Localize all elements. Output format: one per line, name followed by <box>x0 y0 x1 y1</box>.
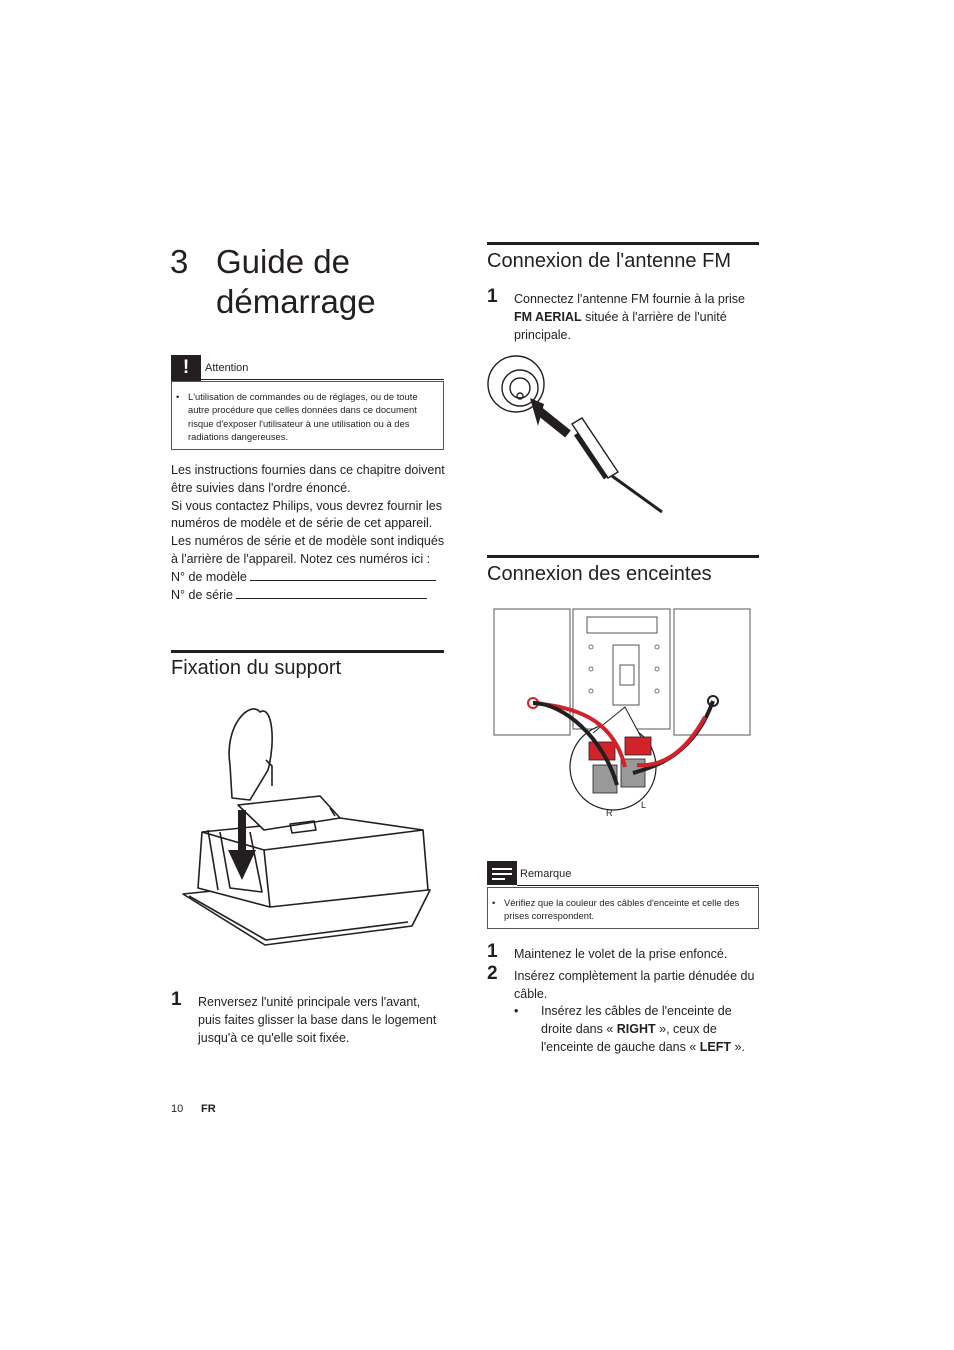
antenna-step-1-post: située à l'arrière de l'unité principale. <box>514 309 727 342</box>
intro-paragraph-1: Les instructions fournies dans ce chapitre doivent être suivies dans l'ordre énoncé. <box>171 463 445 495</box>
antenna-step-1-pre: Connectez l'antenne FM fournie à la prise <box>514 292 745 306</box>
fixation-step-1-text: Renversez l'unité principale vers l'avant, puis faites glisser la base dans le logement jusqu'à ce qu'elle soit fixée. <box>198 995 437 1045</box>
note-text: Vérifiez que la couleur des câbles d'enceinte et celle des prises correspondent. <box>504 897 740 921</box>
speakers-step-2-number: 2 <box>487 963 498 984</box>
caution-box: • L'utilisation de commandes ou de réglages, ou de toute autre procédure que celles données dans ce document risque d'exposer l'utilisateur à une utilisation ou à des radiations dangereuses. <box>171 381 444 450</box>
chapter-title: Guide de démarrage <box>216 243 376 320</box>
antenna-step-1 <box>514 291 764 344</box>
serial-number-label: N° de série <box>171 587 233 602</box>
speaker-connection-illustration <box>493 607 753 827</box>
caution-label: Attention <box>205 362 249 374</box>
intro-paragraph-2: Si vous contactez Philips, vous devrez fournir les numéros de modèle et de série de cet appareil. Les numéros de série et de modèle sont indiqués à l'arrière de l'appareil. Notez ces numéros ici : <box>171 498 445 566</box>
antenna-step-1-number: 1 <box>487 286 498 307</box>
model-number-line <box>250 569 436 581</box>
speakers-sub-bullet <box>541 1003 759 1056</box>
page-number: 10 <box>171 1103 184 1115</box>
serial-number-line <box>236 587 427 599</box>
caution-text: L'utilisation de commandes ou de réglages, ou de toute autre procédure que celles données dans ce document risque d'exposer l'utilisateur à une utilisation ou à des radiations dangereuses. <box>188 391 418 442</box>
stand-illustration <box>180 700 436 952</box>
speakers-step-1-number: 1 <box>487 941 498 962</box>
speakers-sub-post: ». <box>734 1039 745 1054</box>
note-rule <box>517 885 759 886</box>
left-keyword: LEFT <box>699 1039 732 1054</box>
speakers-sub-pre: Insérez les câbles de l'enceinte de droite dans « <box>541 1004 732 1036</box>
fixation-step-1-number: 1 <box>171 989 182 1010</box>
note-label: Remarque <box>520 868 572 880</box>
speakers-rule <box>487 555 759 558</box>
caution-rule <box>201 379 444 380</box>
chapter-number: 3 <box>170 243 189 280</box>
fm-antenna-illustration <box>486 354 666 514</box>
label-l: L <box>641 800 647 810</box>
speakers-sub-mid: », ceux de l'enceinte de gauche dans « <box>541 1021 717 1054</box>
speakers-heading: Connexion des enceintes <box>487 563 712 585</box>
fm-aerial-keyword: FM AERIAL <box>514 309 582 324</box>
language-code: FR <box>201 1103 216 1115</box>
speakers-step-2-text: Insérez complètement la partie dénudée du câble. <box>514 969 755 1001</box>
note-icon <box>487 861 517 885</box>
fixation-heading: Fixation du support <box>171 657 342 679</box>
fixation-rule <box>171 650 444 653</box>
caution-icon: ! <box>171 355 201 381</box>
right-keyword: RIGHT <box>616 1021 656 1036</box>
antenna-heading: Connexion de l'antenne FM <box>487 250 731 272</box>
note-box: • Vérifiez que la couleur des câbles d'enceinte et celle des prises correspondent. <box>487 887 759 929</box>
label-r: R <box>606 808 613 818</box>
antenna-rule <box>487 242 759 245</box>
speakers-step-1-text: Maintenez le volet de la prise enfoncé. <box>514 947 728 961</box>
model-number-label: N° de modèle <box>171 569 247 584</box>
